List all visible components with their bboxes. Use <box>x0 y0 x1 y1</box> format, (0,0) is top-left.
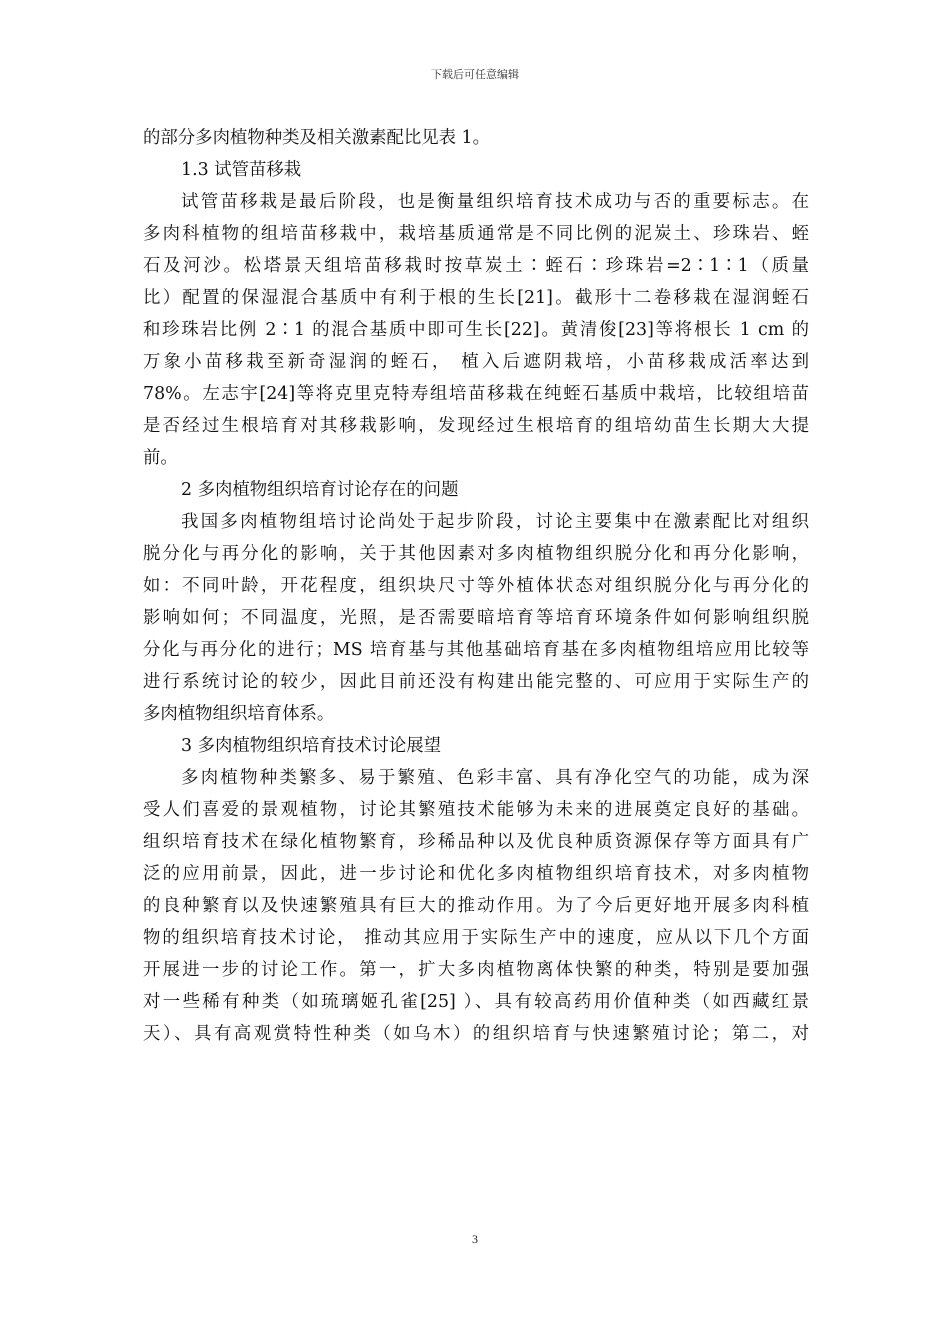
paragraph-line: 石及河沙。松塔景天组培苗移栽时按草炭土∶蛭石∶珍珠岩=2∶1∶1（质量 <box>143 256 809 276</box>
section-heading-2: 2 多肉植物组织培育讨论存在的问题 <box>181 480 459 500</box>
paragraph-line: 影响如何；不同温度，光照，是否需要暗培育等培育环境条件如何影响组织脱 <box>143 608 809 628</box>
paragraph-line: 组织培育技术在绿化植物繁育，珍稀品种以及优良种质资源保存等方面具有广 <box>143 832 809 852</box>
paragraph-line: 我国多肉植物组培讨论尚处于起步阶段，讨论主要集中在激素配比对组织 <box>181 512 809 532</box>
paragraph-line: 分化与再分化的进行；MS 培育基与其他基础培育基在多肉植物组培应用比较等 <box>143 640 809 660</box>
paragraph-line: 的部分多肉植物种类及相关激素配比见表 1。 <box>143 128 491 148</box>
paragraph-line: 试管苗移栽是最后阶段，也是衡量组织培育技术成功与否的重要标志。在 <box>181 192 809 212</box>
paragraph-line: 是否经过生根培育对其移栽影响，发现经过生根培育的组培幼苗生长期大大提 <box>143 416 809 436</box>
page-number: 3 <box>472 1232 478 1246</box>
section-heading-3: 3 多肉植物组织培育技术讨论展望 <box>181 736 442 756</box>
page-header: 下载后可任意编辑 <box>431 68 519 81</box>
paragraph-line: 和珍珠岩比例 2∶1 的混合基质中即可生长[22]。黄清俊[23]等将根长 1 cm 的 <box>143 320 809 340</box>
body-text <box>143 122 809 1050</box>
paragraph-line: 物的组织培育技术讨论， 推动其应用于实际生产中的速度，应从以下几个方面 <box>143 928 809 948</box>
paragraph-line: 脱分化与再分化的影响，关于其他因素对多肉植物组织脱分化和再分化影响， <box>143 544 809 564</box>
paragraph-line: 对一些稀有种类（如琉璃姬孔雀[25] ）、具有较高药用价值种类（如西藏红景 <box>143 992 809 1012</box>
paragraph-line: 的良种繁育以及快速繁殖具有巨大的推动作用。为了今后更好地开展多肉科植 <box>143 896 809 916</box>
paragraph-line: 多肉植物组织培育体系。 <box>143 704 335 724</box>
paragraph-line: 如：不同叶龄，开花程度，组织块尺寸等外植体状态对组织脱分化与再分化的 <box>143 576 809 596</box>
paragraph-line: 天）、具有高观赏特性种类（如乌木）的组织培育与快速繁殖讨论；第二，对 <box>143 1024 809 1044</box>
paragraph-line: 78%。左志宇[24]等将克里克特寿组培苗移栽在纯蛭石基质中栽培，比较组培苗 <box>143 384 809 404</box>
paragraph-line: 受人们喜爱的景观植物，讨论其繁殖技术能够为未来的进展奠定良好的基础。 <box>143 800 809 820</box>
paragraph-line: 多肉植物种类繁多、易于繁殖、色彩丰富、具有净化空气的功能，成为深 <box>181 768 809 788</box>
paragraph-line: 前。 <box>143 448 178 468</box>
paragraph-line: 万象小苗移栽至新奇湿润的蛭石， 植入后遮阴栽培，小苗移栽成活率达到 <box>143 352 809 372</box>
paragraph-line: 泛的应用前景，因此，进一步讨论和优化多肉植物组织培育技术，对多肉植物 <box>143 864 809 884</box>
paragraph-line: 多肉科植物的组培苗移栽中，栽培基质通常是不同比例的泥炭土、珍珠岩、蛭 <box>143 224 809 244</box>
paragraph-line: 进行系统讨论的较少，因此目前还没有构建出能完整的、可应用于实际生产的 <box>143 672 809 692</box>
paragraph-line: 比）配置的保湿混合基质中有利于根的生长[21]。截形十二卷移栽在湿润蛭石 <box>143 288 809 308</box>
section-heading-1-3: 1.3 试管苗移栽 <box>181 160 302 180</box>
paragraph-line: 开展进一步的讨论工作。第一，扩大多肉植物离体快繁的种类，特别是要加强 <box>143 960 809 980</box>
